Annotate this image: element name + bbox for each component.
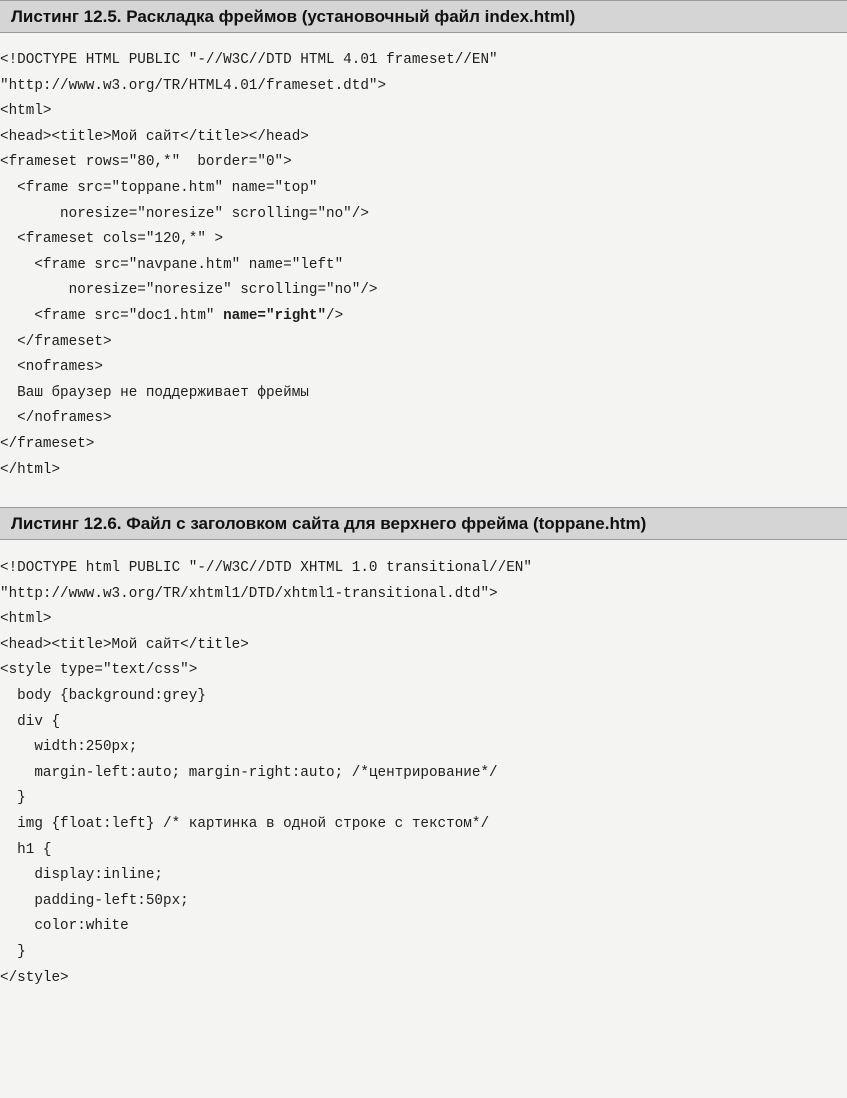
- code-line: <frame src="toppane.htm" name="top": [0, 179, 318, 196]
- code-line: <head><title>Мой сайт</title>: [0, 636, 249, 653]
- code-line: </frameset>: [0, 435, 95, 452]
- code-line: </style>: [0, 969, 69, 986]
- code-line: <frameset rows="80,*" border="0">: [0, 154, 292, 171]
- code-line: h1 {: [0, 841, 52, 858]
- code-line: body {background:grey}: [0, 687, 206, 704]
- code-line: </frameset>: [0, 333, 112, 350]
- code-text: />: [326, 307, 344, 324]
- code-line: margin-left:auto; margin-right:auto; /*центрирование*/: [0, 764, 498, 781]
- code-highlight: name="right": [223, 307, 327, 324]
- code-line: }: [0, 943, 26, 960]
- code-line: div {: [0, 713, 61, 730]
- code-text: <frame src="doc1.htm": [0, 307, 224, 324]
- code-line: img {float:left} /* картинка в одной строке с текстом*/: [0, 815, 490, 832]
- code-line: padding-left:50px;: [0, 892, 189, 909]
- code-line: "http://www.w3.org/TR/HTML4.01/frameset.dtd">: [0, 77, 387, 94]
- listing-header: [0, 507, 847, 540]
- code-line: <!DOCTYPE html PUBLIC "-//W3C//DTD XHTML 1.0 transitional//EN": [0, 560, 532, 576]
- code-line: <noframes>: [0, 359, 103, 376]
- code-line: <frame src="navpane.htm" name="left": [0, 256, 344, 273]
- code-line: "http://www.w3.org/TR/xhtml1/DTD/xhtml1-transitional.dtd">: [0, 585, 498, 602]
- listing-title: Листинг 12.6. Файл с заголовком сайта для верхнего фрейма (toppane.htm): [11, 514, 647, 533]
- code-block: [0, 48, 498, 483]
- code-line: <html>: [0, 103, 52, 120]
- code-line: </noframes>: [0, 410, 112, 427]
- code-line: noresize="noresize" scrolling="no"/>: [0, 282, 378, 299]
- code-line: <head><title>Мой сайт</title></head>: [0, 128, 309, 145]
- code-line: }: [0, 790, 26, 807]
- code-line: Ваш браузер не поддерживает фреймы: [0, 384, 309, 401]
- code-line: [0, 304, 498, 330]
- code-line: noresize="noresize" scrolling="no"/>: [0, 205, 369, 222]
- code-line: <style type="text/css">: [0, 662, 198, 679]
- code-line: display:inline;: [0, 867, 164, 884]
- code-line: color:white: [0, 918, 129, 935]
- code-block: [0, 556, 532, 991]
- code-line: <!DOCTYPE HTML PUBLIC "-//W3C//DTD HTML 4.01 frameset//EN": [0, 52, 498, 68]
- code-line: </html>: [0, 461, 61, 478]
- code-line: <html>: [0, 611, 52, 628]
- code-line: <frameset cols="120,*" >: [0, 231, 224, 248]
- listing-header: [0, 0, 847, 33]
- code-line: width:250px;: [0, 739, 138, 756]
- listing-title: Листинг 12.5. Раскладка фреймов (установочный файл index.html): [11, 7, 576, 26]
